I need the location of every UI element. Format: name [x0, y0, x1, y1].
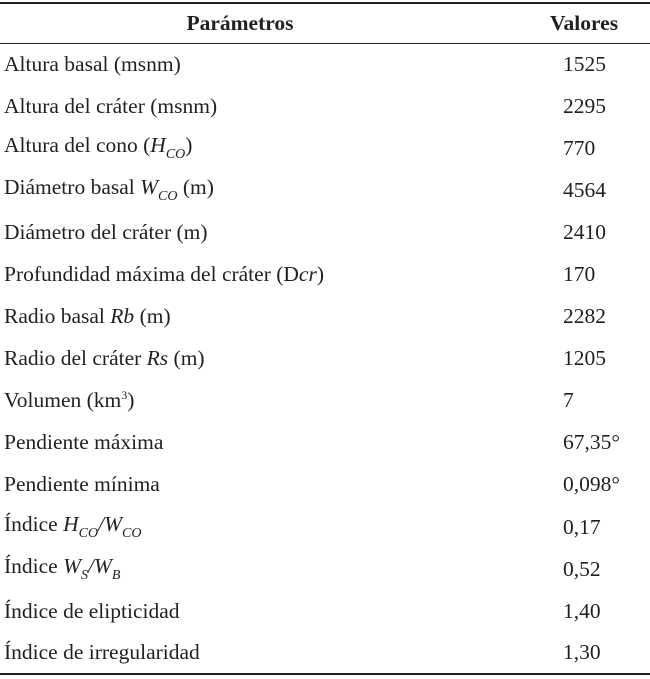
- value-cell: 1,40: [563, 598, 601, 623]
- parameter-label-segment: W: [94, 554, 112, 579]
- parameter-cell: [0, 338, 520, 380]
- parameter-label-segment: Diámetro basal: [4, 175, 141, 200]
- parameter-label-segment: W: [63, 554, 82, 579]
- parameter-label-segment: cr: [298, 262, 317, 287]
- value-cell: 0,098°: [563, 472, 620, 497]
- parameter-label-segment: Índice: [4, 554, 64, 579]
- parameter-label-segment: /: [98, 512, 105, 537]
- value-cell: 67,35°: [563, 430, 620, 455]
- parameter-label-segment: CO: [121, 526, 142, 542]
- parameter-label-segment: S: [81, 568, 89, 584]
- parameter-label-segment: ): [316, 262, 325, 287]
- parameter-cell: [0, 464, 520, 506]
- table-row: [0, 464, 650, 506]
- parameters-table: [0, 2, 650, 675]
- parameter-cell: [0, 211, 520, 253]
- parameter-cell: [0, 506, 520, 548]
- parameter-label-segment: CO: [158, 189, 178, 205]
- parameter-label-segment: Rb: [110, 304, 135, 329]
- value-cell: 0,52: [563, 556, 601, 581]
- table-row: [0, 169, 650, 211]
- table-row: [0, 380, 650, 422]
- parameter-label-segment: Radio basal: [4, 304, 111, 329]
- value-cell: 1525: [563, 51, 606, 76]
- parameter-label-segment: W: [140, 175, 159, 200]
- value-cell: 0,17: [563, 514, 601, 539]
- parameter-cell: [0, 380, 520, 422]
- parameter-label-segment: Diámetro del cráter (m): [4, 219, 208, 244]
- table-row: [0, 590, 650, 632]
- parameter-label-segment: (m): [177, 175, 214, 200]
- parameter-label-segment: Pendiente mínima: [4, 472, 160, 497]
- table-row: [0, 506, 650, 548]
- parameter-label-segment: B: [111, 568, 121, 584]
- parameter-cell: [0, 590, 520, 632]
- parameter-label-segment: H: [150, 133, 166, 158]
- parameter-label-segment: (m): [168, 346, 205, 371]
- parameter-cell: [0, 632, 520, 674]
- table-row: [0, 548, 650, 590]
- parameter-cell: [0, 43, 520, 85]
- parameter-cell: [0, 253, 520, 295]
- table-row: [0, 296, 650, 338]
- parameter-label-segment: Radio del cráter: [4, 346, 147, 371]
- parameter-cell: [0, 296, 520, 338]
- value-cell: 2295: [563, 93, 606, 118]
- table-row: [0, 253, 650, 295]
- value-cell: 2282: [563, 304, 606, 329]
- parameter-label-segment: /: [88, 554, 94, 579]
- parameter-label-segment: Profundidad máxima del cráter (D: [4, 262, 299, 287]
- parameter-label-segment: W: [104, 512, 122, 537]
- parameter-cell: [0, 548, 520, 590]
- parameter-label-segment: Índice de elipticidad: [4, 598, 180, 623]
- parameter-label-segment: Altura del cráter (msnm): [4, 93, 218, 118]
- parameter-label-segment: H: [63, 512, 79, 537]
- table-header-row: [0, 3, 650, 43]
- parameter-label-segment: Índice: [4, 512, 64, 537]
- table-row: [0, 127, 650, 169]
- parameter-label-segment: Rs: [146, 346, 169, 371]
- parameter-label-segment: ): [185, 133, 193, 158]
- parameter-cell: [0, 422, 520, 464]
- parameter-label-segment: Pendiente máxima: [4, 430, 164, 455]
- value-cell: 2410: [563, 219, 606, 244]
- parameter-cell: [0, 127, 520, 169]
- value-cell: 7: [563, 388, 574, 413]
- parameter-label-segment: 3: [121, 388, 128, 403]
- table-row: [0, 338, 650, 380]
- value-cell: 170: [563, 262, 596, 287]
- value-cell: 1,30: [563, 640, 601, 665]
- table-row: [0, 422, 650, 464]
- parameter-cell: [0, 169, 520, 211]
- parameter-label-segment: CO: [78, 526, 99, 542]
- table-row: [0, 43, 650, 85]
- parameter-label-segment: Volumen (km: [4, 388, 122, 413]
- table-row: [0, 632, 650, 674]
- parameter-label-segment: Altura basal (msnm): [4, 51, 181, 76]
- parameter-label-segment: Altura del cono (: [4, 133, 151, 158]
- value-cell: 1205: [563, 346, 606, 371]
- value-cell: 770: [563, 135, 596, 160]
- header-parametros: Parámetros: [186, 10, 294, 35]
- parameter-label-segment: Índice de irregularidad: [4, 640, 200, 665]
- parameter-label-segment: CO: [165, 147, 186, 163]
- table-row: [0, 85, 650, 127]
- parameter-label-segment: ): [127, 388, 135, 413]
- header-valores: Valores: [550, 10, 619, 35]
- parameter-cell: [0, 85, 520, 127]
- parameter-label-segment: (m): [134, 304, 171, 329]
- value-cell: 4564: [563, 177, 606, 202]
- table-row: [0, 211, 650, 253]
